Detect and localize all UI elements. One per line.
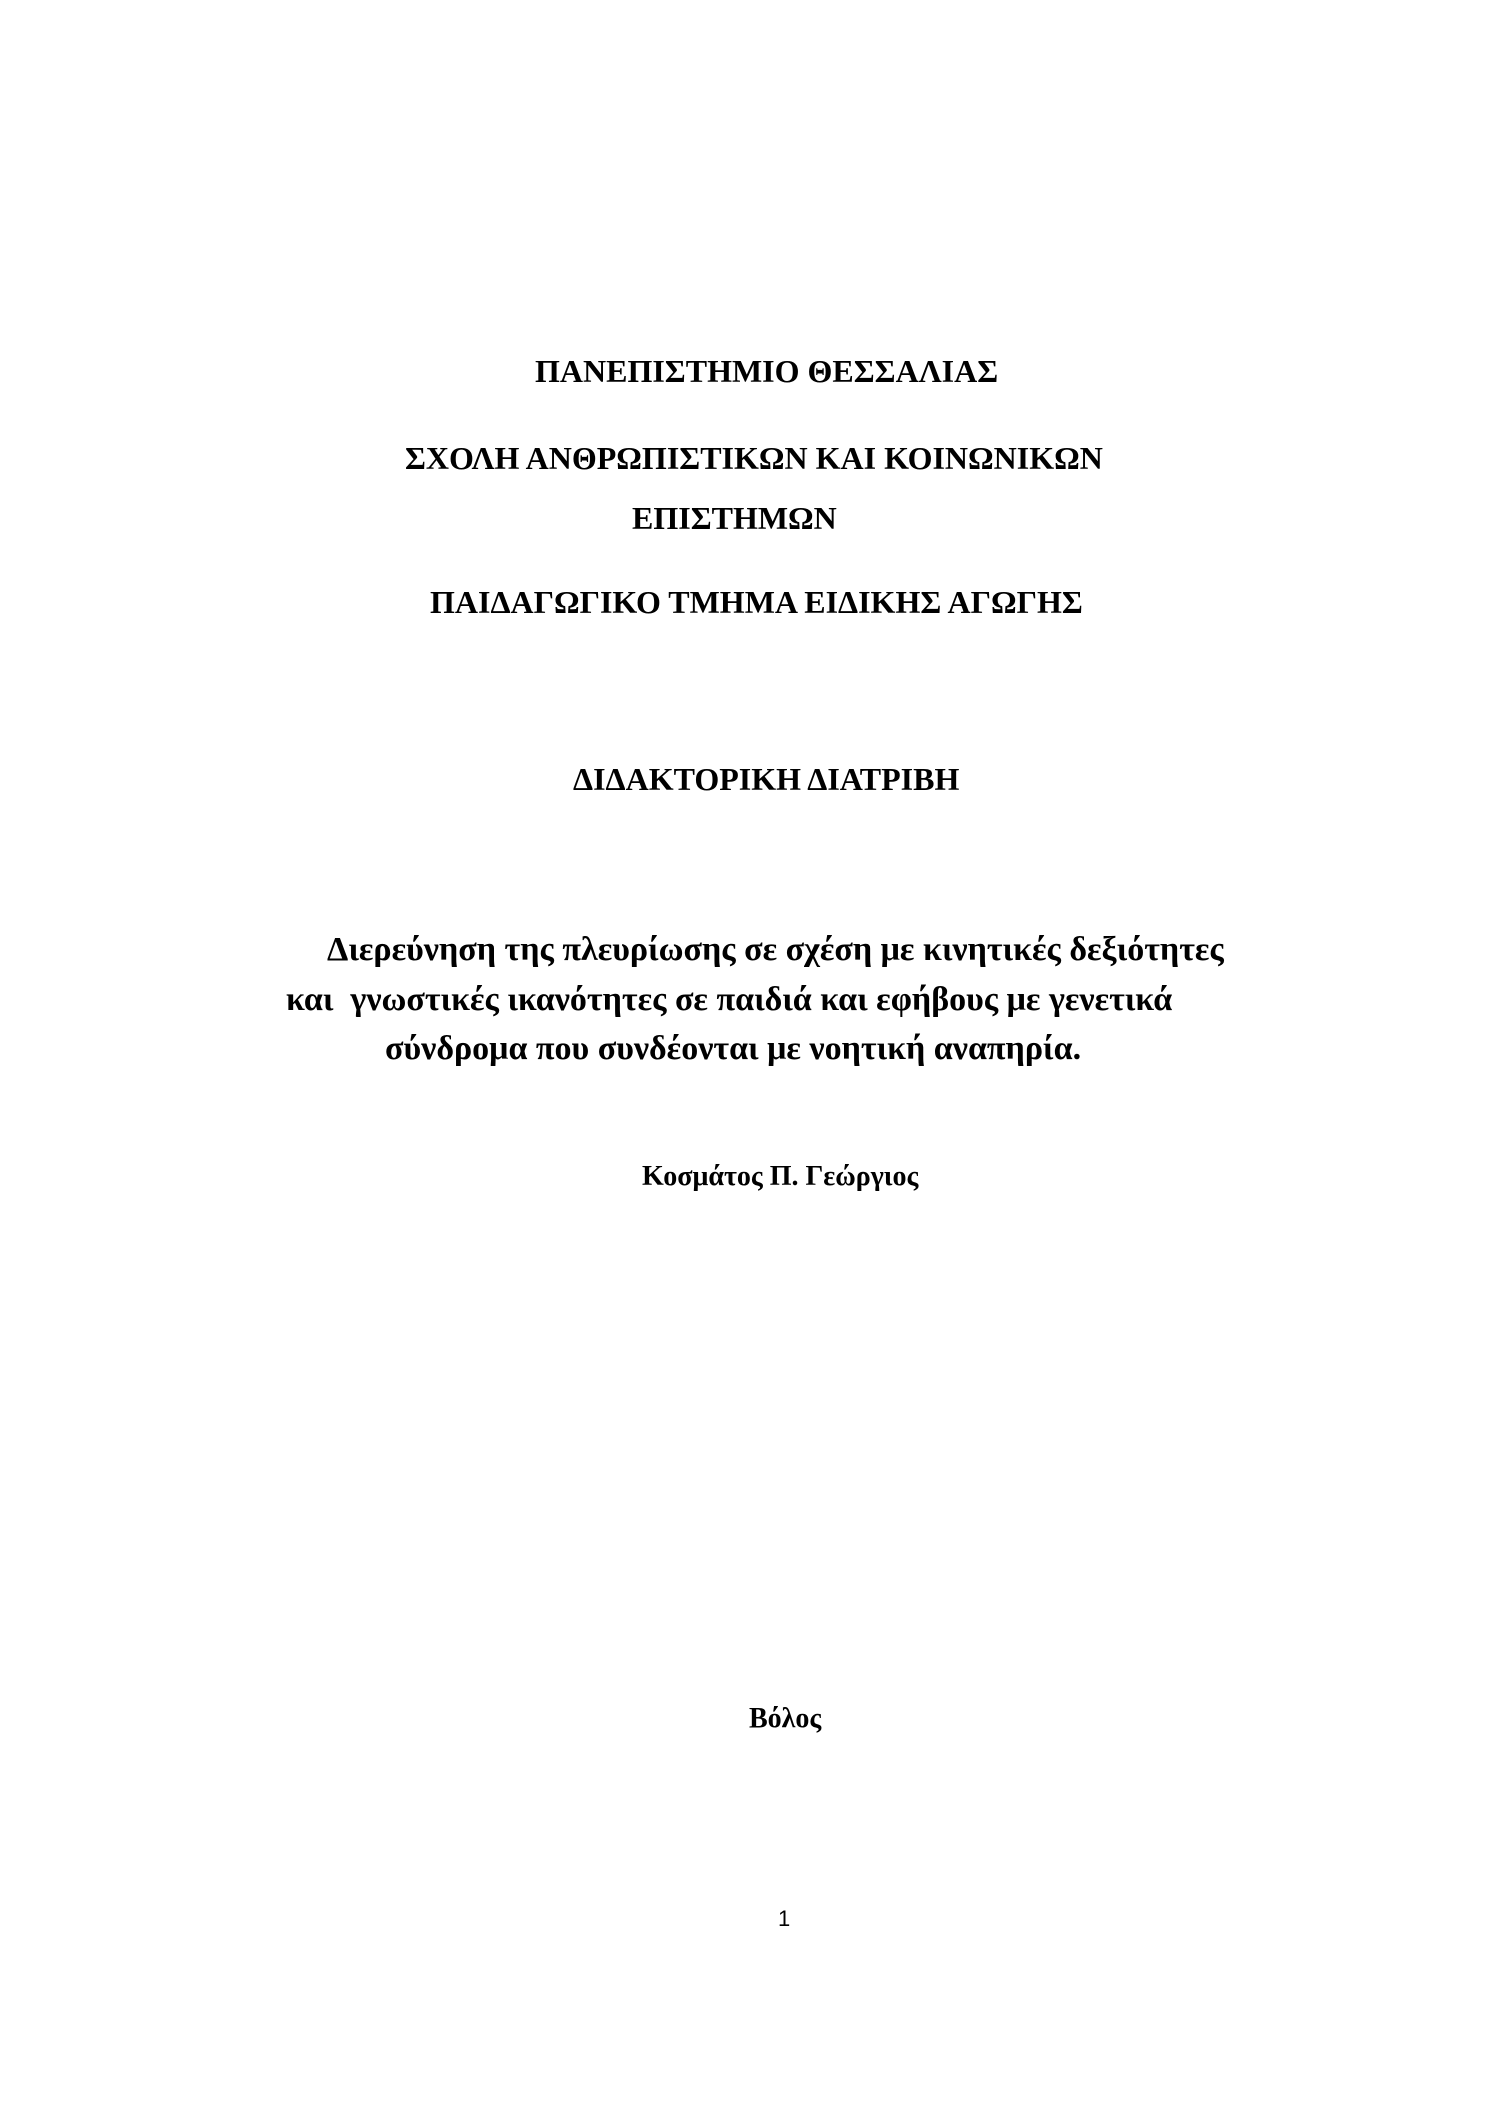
university-name: ΠΑΝΕΠΙΣΤΗΜΙΟ ΘΕΣΣΑΛΙΑΣ xyxy=(535,353,999,389)
document-type: ΔΙΔΑΚΤΟΡΙΚΗ ΔΙΑΤΡΙΒΗ xyxy=(573,761,960,797)
place-name: Βόλος xyxy=(749,1703,822,1734)
thesis-title-line-3: σύνδρομα που συνδέονται με νοητική αναπηρία. xyxy=(385,1030,1082,1067)
author-name: Κοσμάτος Π. Γεώργιος xyxy=(642,1161,919,1192)
school-name-line-1: ΣΧΟΛΗ ΑΝΘΡΩΠΙΣΤΙΚΩΝ ΚΑΙ ΚΟΙΝΩΝΙΚΩΝ xyxy=(405,440,1103,476)
department-name: ΠΑΙΔΑΓΩΓΙΚΟ ΤΜΗΜΑ ΕΙΔΙΚΗΣ ΑΓΩΓΗΣ xyxy=(430,584,1083,620)
thesis-title-line-1: Διερεύνηση της πλευρίωσης σε σχέση με κινητικές δεξιότητες xyxy=(327,931,1224,968)
thesis-title-line-2: και γνωστικές ικανότητες σε παιδιά και εφήβους με γενετικά xyxy=(286,981,1173,1018)
page-number: 1 xyxy=(778,1906,791,1931)
school-name-line-2: ΕΠΙΣΤΗΜΩΝ xyxy=(632,500,837,536)
